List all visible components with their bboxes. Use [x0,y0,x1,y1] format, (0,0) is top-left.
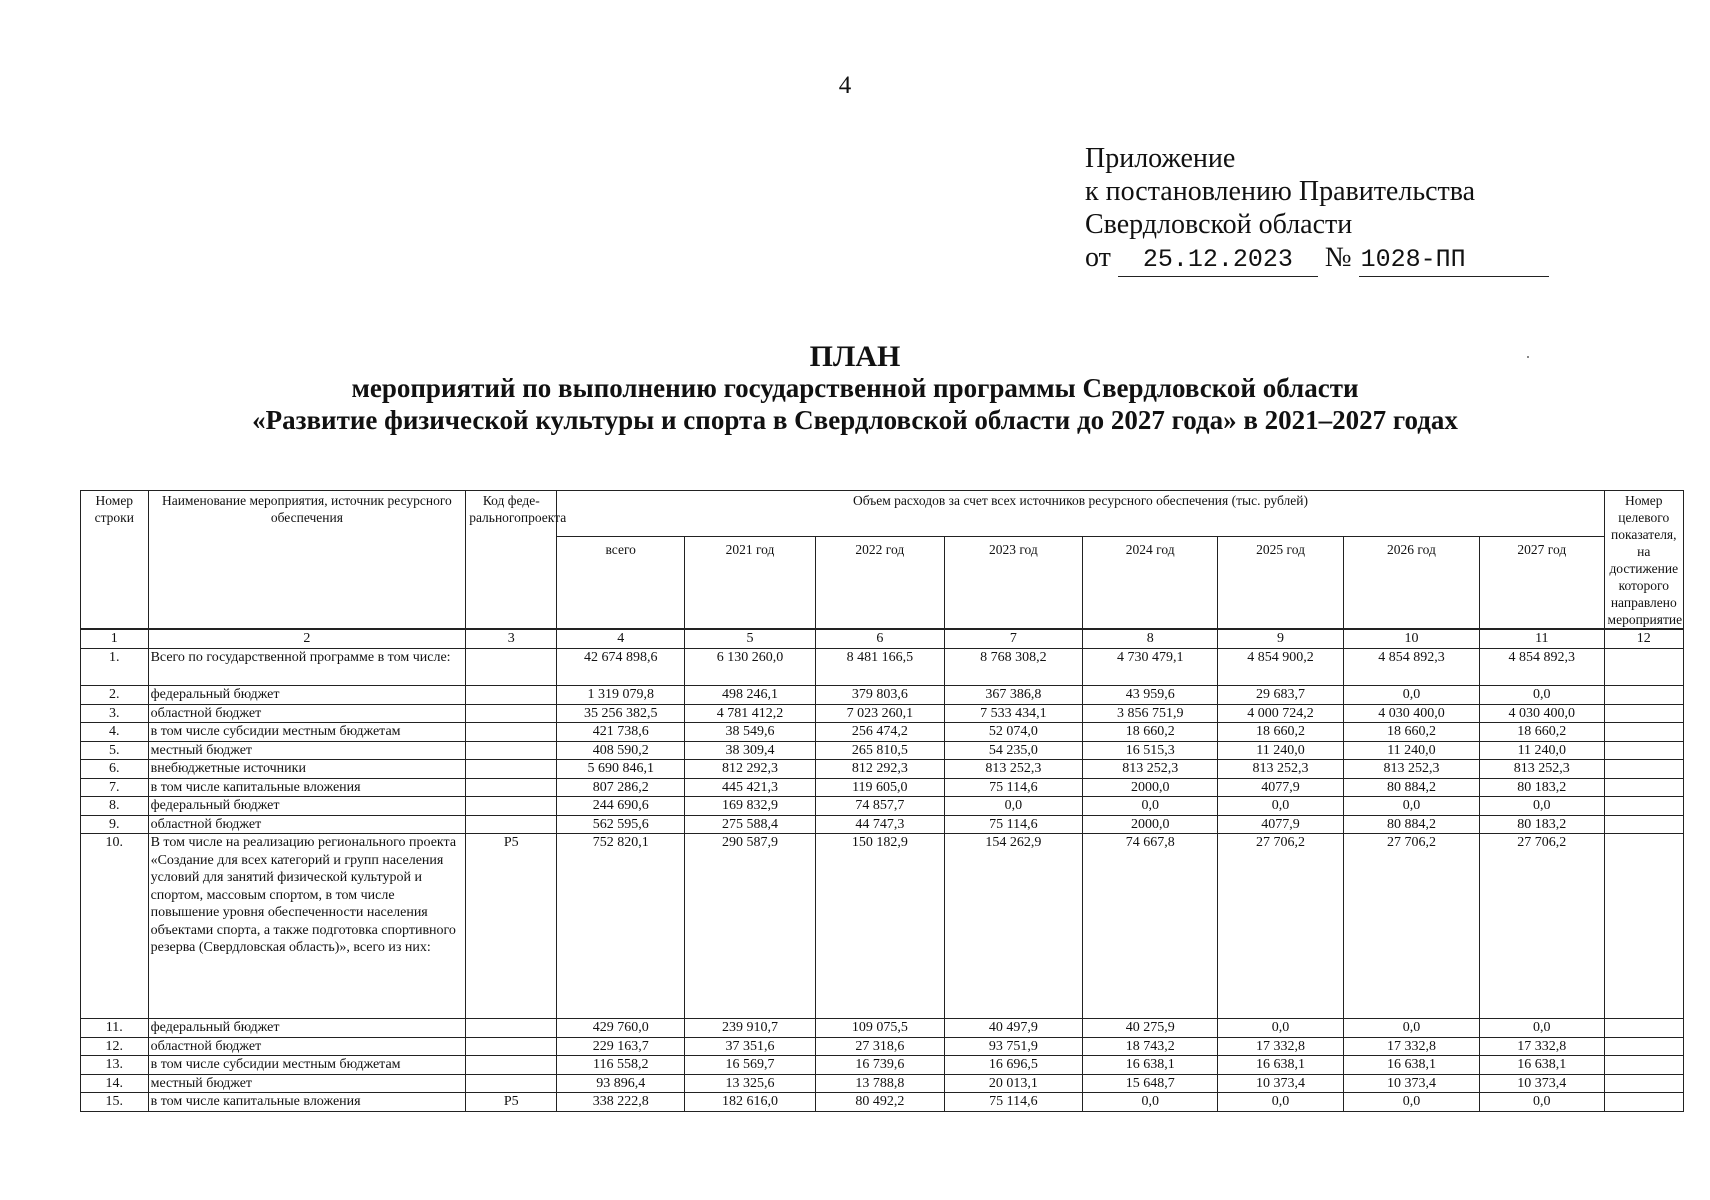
amount-cell: 80 492,2 [815,1093,944,1112]
amount-cell: 7 023 260,1 [815,704,944,723]
column-number: 10 [1343,629,1479,649]
amount-cell: 0,0 [1343,797,1479,816]
target-cell [1604,1093,1683,1112]
amount-cell: 8 768 308,2 [944,649,1082,686]
target-cell [1604,723,1683,742]
amount-cell: 239 910,7 [685,1019,816,1038]
project-code-cell [466,1019,557,1038]
header-year: 2022 год [815,537,944,629]
plan-subtitle-2: «Развитие физической культуры и спорта в Свердловской области до 2027 года» в 2021–2027 годах [252,405,1458,435]
row-name-cell: в том числе субсидии местным бюджетам [148,723,466,742]
row-number-cell: 12. [81,1037,149,1056]
amount-cell: 40 275,9 [1083,1019,1218,1038]
header-target: Номер целевого показателя, на достижение которого направлено мероприятие [1604,491,1683,630]
row-name-cell: федеральный бюджет [148,1019,466,1038]
amount-cell: 16 638,1 [1218,1056,1344,1075]
amount-cell: 109 075,5 [815,1019,944,1038]
amount-cell: 5 690 846,1 [557,760,685,779]
table-row [81,649,1684,686]
amount-cell: 11 240,0 [1218,741,1344,760]
appendix-line-2: к постановлению Правительства [1085,176,1476,207]
amount-cell: 18 660,2 [1480,723,1604,742]
amount-cell: 498 246,1 [685,686,816,705]
amount-cell: 27 318,6 [815,1037,944,1056]
header-row-main [81,491,1684,537]
amount-cell: 116 558,2 [557,1056,685,1075]
project-code-cell [466,723,557,742]
amount-cell: 11 240,0 [1480,741,1604,760]
row-name-cell: местный бюджет [148,1074,466,1093]
row-name-cell: Всего по государственной программе в том числе: [148,649,466,686]
amount-cell: 52 074,0 [944,723,1082,742]
plan-table [80,490,1684,1112]
amount-cell: 27 706,2 [1480,834,1604,1019]
amount-cell: 4077,9 [1218,778,1344,797]
column-number: 11 [1480,629,1604,649]
amount-cell: 16 696,5 [944,1056,1082,1075]
row-number-cell: 11. [81,1019,149,1038]
amount-cell: 0,0 [944,797,1082,816]
table-row [81,686,1684,705]
row-name-cell: В том числе на реализацию регионального проекта «Создание для всех категорий и групп населения условий для занятий физической культурой и спортом, массовым спортом, в том числе повышение уровня обеспеченности населения объектами спорта, а также подготовка спортивного резерва (Свердловская область)», всего из них: [148,834,466,1019]
header-year: 2025 год [1218,537,1344,629]
amount-cell: 0,0 [1480,1093,1604,1112]
column-number-row [81,629,1684,649]
target-cell [1604,704,1683,723]
amount-cell: 16 739,6 [815,1056,944,1075]
amount-cell: 4 781 412,2 [685,704,816,723]
amount-cell: 0,0 [1480,686,1604,705]
column-number: 3 [466,629,557,649]
amount-cell: 150 182,9 [815,834,944,1019]
amount-cell: 4 000 724,2 [1218,704,1344,723]
row-number-cell: 5. [81,741,149,760]
target-cell [1604,686,1683,705]
target-cell [1604,815,1683,834]
amount-cell: 29 683,7 [1218,686,1344,705]
amount-cell: 813 252,3 [1343,760,1479,779]
amount-cell: 290 587,9 [685,834,816,1019]
row-number-cell: 1. [81,649,149,686]
amount-cell: 752 820,1 [557,834,685,1019]
amount-cell: 80 884,2 [1343,778,1479,797]
appendix-line-3: Свердловской области [1085,209,1353,240]
target-cell [1604,778,1683,797]
appendix-date-line [1085,241,1549,277]
table-row [81,1019,1684,1038]
project-code-cell [466,741,557,760]
row-name-cell: в том числе субсидии местным бюджетам [148,1056,466,1075]
amount-cell: 93 751,9 [944,1037,1082,1056]
amount-cell: 18 660,2 [1343,723,1479,742]
row-name-cell: федеральный бюджет [148,797,466,816]
plan-title: ПЛАН [809,340,901,373]
amount-cell: 35 256 382,5 [557,704,685,723]
row-number-cell: 7. [81,778,149,797]
target-cell [1604,741,1683,760]
amount-cell: 18 660,2 [1218,723,1344,742]
amount-cell: 2000,0 [1083,815,1218,834]
row-number-cell: 15. [81,1093,149,1112]
amount-cell: 11 240,0 [1343,741,1479,760]
target-cell [1604,760,1683,779]
amount-cell: 244 690,6 [557,797,685,816]
amount-cell: 813 252,3 [1218,760,1344,779]
target-cell [1604,797,1683,816]
header-year: 2027 год [1480,537,1604,629]
amount-cell: 813 252,3 [1480,760,1604,779]
row-name-cell: в том числе капитальные вложения [148,778,466,797]
project-code-cell: P5 [466,1093,557,1112]
amount-cell: 80 884,2 [1343,815,1479,834]
row-number-cell: 2. [81,686,149,705]
row-name-cell: местный бюджет [148,741,466,760]
decree-date: 25.12.2023 [1118,243,1318,277]
amount-cell: 1 319 079,8 [557,686,685,705]
amount-cell: 0,0 [1343,686,1479,705]
table-row [81,760,1684,779]
amount-cell: 3 856 751,9 [1083,704,1218,723]
amount-cell: 4077,9 [1218,815,1344,834]
target-cell [1604,649,1683,686]
amount-cell: 10 373,4 [1218,1074,1344,1093]
amount-cell: 16 638,1 [1343,1056,1479,1075]
amount-cell: 807 286,2 [557,778,685,797]
plan-table-body [81,629,1684,1111]
amount-cell: 38 309,4 [685,741,816,760]
amount-cell: 20 013,1 [944,1074,1082,1093]
appendix-block [1085,142,1549,277]
amount-cell: 421 738,6 [557,723,685,742]
amount-cell: 10 373,4 [1480,1074,1604,1093]
amount-cell: 379 803,6 [815,686,944,705]
row-name-cell: внебюджетные источники [148,760,466,779]
page-number: 4 [838,72,852,99]
amount-cell: 27 706,2 [1218,834,1344,1019]
amount-cell: 4 854 892,3 [1343,649,1479,686]
row-number-cell: 9. [81,815,149,834]
decree-number: 1028-ПП [1359,243,1549,277]
amount-cell: 16 569,7 [685,1056,816,1075]
amount-cell: 4 854 892,3 [1480,649,1604,686]
row-number-cell: 4. [81,723,149,742]
table-row [81,1074,1684,1093]
amount-cell: 154 262,9 [944,834,1082,1019]
table-row [81,834,1684,1019]
amount-cell: 0,0 [1480,1019,1604,1038]
table-row [81,723,1684,742]
amount-cell: 429 760,0 [557,1019,685,1038]
row-number-cell: 8. [81,797,149,816]
header-name: Наименование мероприятия, источник ресурсного обеспечения [148,491,466,630]
scan-speck [1527,356,1529,358]
amount-cell: 408 590,2 [557,741,685,760]
amount-cell: 445 421,3 [685,778,816,797]
amount-cell: 0,0 [1083,1093,1218,1112]
row-name-cell: областной бюджет [148,704,466,723]
project-code-cell [466,1056,557,1075]
table-row [81,1093,1684,1112]
amount-cell: 43 959,6 [1083,686,1218,705]
header-year: 2026 год [1343,537,1479,629]
amount-cell: 40 497,9 [944,1019,1082,1038]
project-code-cell [466,778,557,797]
amount-cell: 27 706,2 [1343,834,1479,1019]
column-number: 5 [685,629,816,649]
amount-cell: 8 481 166,5 [815,649,944,686]
header-year: всего [557,537,685,629]
amount-cell: 275 588,4 [685,815,816,834]
target-cell [1604,1074,1683,1093]
project-code-cell [466,704,557,723]
amount-cell: 0,0 [1480,797,1604,816]
amount-cell: 13 788,8 [815,1074,944,1093]
amount-cell: 18 660,2 [1083,723,1218,742]
amount-cell: 0,0 [1218,1093,1344,1112]
column-number: 4 [557,629,685,649]
project-code-cell [466,1037,557,1056]
table-row [81,1037,1684,1056]
amount-cell: 4 854 900,2 [1218,649,1344,686]
amount-cell: 0,0 [1343,1093,1479,1112]
amount-cell: 16 638,1 [1083,1056,1218,1075]
amount-cell: 338 222,8 [557,1093,685,1112]
row-number-cell: 10. [81,834,149,1019]
project-code-cell [466,797,557,816]
amount-cell: 17 332,8 [1343,1037,1479,1056]
row-number-cell: 6. [81,760,149,779]
table-row [81,797,1684,816]
amount-cell: 75 114,6 [944,1093,1082,1112]
amount-cell: 562 595,6 [557,815,685,834]
column-number: 1 [81,629,149,649]
table-row [81,1056,1684,1075]
amount-cell: 6 130 260,0 [685,649,816,686]
amount-cell: 13 325,6 [685,1074,816,1093]
column-number: 2 [148,629,466,649]
header-year: 2023 год [944,537,1082,629]
amount-cell: 2000,0 [1083,778,1218,797]
amount-cell: 119 605,0 [815,778,944,797]
row-name-cell: областной бюджет [148,815,466,834]
target-cell [1604,1019,1683,1038]
target-cell [1604,1056,1683,1075]
amount-cell: 16 638,1 [1480,1056,1604,1075]
row-number-cell: 13. [81,1056,149,1075]
amount-cell: 80 183,2 [1480,778,1604,797]
header-year: 2021 год [685,537,816,629]
table-row [81,778,1684,797]
row-name-cell: федеральный бюджет [148,686,466,705]
column-number: 8 [1083,629,1218,649]
amount-cell: 74 667,8 [1083,834,1218,1019]
amount-cell: 93 896,4 [557,1074,685,1093]
amount-cell: 18 743,2 [1083,1037,1218,1056]
amount-cell: 42 674 898,6 [557,649,685,686]
amount-cell: 17 332,8 [1218,1037,1344,1056]
amount-cell: 54 235,0 [944,741,1082,760]
project-code-cell [466,815,557,834]
number-label: № [1324,242,1352,273]
amount-cell: 813 252,3 [1083,760,1218,779]
amount-cell: 75 114,6 [944,815,1082,834]
project-code-cell [466,649,557,686]
plan-subtitle-1: мероприятий по выполнению государственной программы Свердловской области [351,373,1359,403]
amount-cell: 38 549,6 [685,723,816,742]
target-cell [1604,834,1683,1019]
amount-cell: 74 857,7 [815,797,944,816]
amount-cell: 17 332,8 [1480,1037,1604,1056]
table-row [81,704,1684,723]
amount-cell: 15 648,7 [1083,1074,1218,1093]
amount-cell: 37 351,6 [685,1037,816,1056]
amount-cell: 10 373,4 [1343,1074,1479,1093]
table-row [81,815,1684,834]
project-code-cell: P5 [466,834,557,1019]
header-code: Код феде-ральногопроекта [466,491,557,630]
amount-cell: 367 386,8 [944,686,1082,705]
amount-cell: 75 114,6 [944,778,1082,797]
amount-cell: 0,0 [1083,797,1218,816]
table-row [81,741,1684,760]
column-number: 12 [1604,629,1683,649]
row-number-cell: 3. [81,704,149,723]
row-number-cell: 14. [81,1074,149,1093]
amount-cell: 256 474,2 [815,723,944,742]
project-code-cell [466,1074,557,1093]
target-cell [1604,1037,1683,1056]
amount-cell: 813 252,3 [944,760,1082,779]
amount-cell: 265 810,5 [815,741,944,760]
project-code-cell [466,686,557,705]
header-year: 2024 год [1083,537,1218,629]
amount-cell: 4 030 400,0 [1480,704,1604,723]
row-name-cell: в том числе капитальные вложения [148,1093,466,1112]
column-number: 7 [944,629,1082,649]
amount-cell: 812 292,3 [815,760,944,779]
column-number: 6 [815,629,944,649]
amount-cell: 44 747,3 [815,815,944,834]
appendix-title: Приложение [1085,143,1236,174]
header-row-no: Номер строки [81,491,149,630]
amount-cell: 0,0 [1218,797,1344,816]
header-expenses: Объем расходов за счет всех источников ресурсного обеспечения (тыс. рублей) [557,491,1604,537]
amount-cell: 812 292,3 [685,760,816,779]
row-name-cell: областной бюджет [148,1037,466,1056]
amount-cell: 16 515,3 [1083,741,1218,760]
from-label: от [1085,242,1111,273]
amount-cell: 229 163,7 [557,1037,685,1056]
amount-cell: 7 533 434,1 [944,704,1082,723]
amount-cell: 4 730 479,1 [1083,649,1218,686]
amount-cell: 0,0 [1343,1019,1479,1038]
amount-cell: 182 616,0 [685,1093,816,1112]
amount-cell: 80 183,2 [1480,815,1604,834]
amount-cell: 0,0 [1218,1019,1344,1038]
amount-cell: 169 832,9 [685,797,816,816]
amount-cell: 4 030 400,0 [1343,704,1479,723]
column-number: 9 [1218,629,1344,649]
project-code-cell [466,760,557,779]
